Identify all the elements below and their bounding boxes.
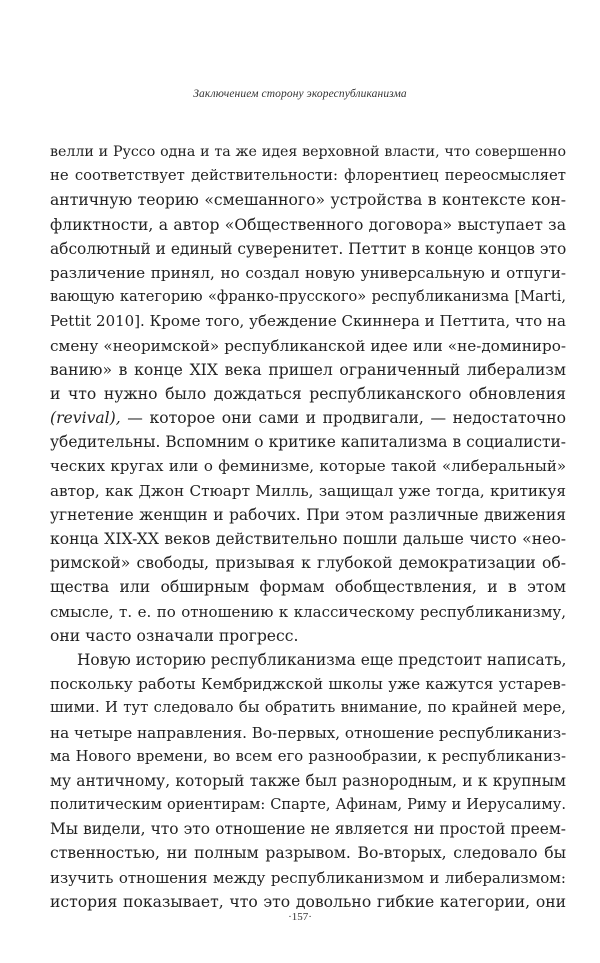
text-line: абсолютный и единый суверенитет. Петтит в конце концов это [50,239,567,258]
text-line: фликтности, а автор «Общественного договора» выступает за [50,215,566,234]
text-line: изучить отношения между республиканизмом и либерализмом: [50,868,566,887]
body-text [50,140,566,914]
text-line: история показывает, что это довольно гибкие категории, они [50,892,566,911]
italic-term: (revival), [50,409,121,428]
text-line: и что нужно было дождаться республиканского обновления [50,384,566,403]
text-line: на четыре направления. Во-первых, отношение республиканиз- [50,723,567,742]
text-line: смену «неоримской» республиканской идее или «не-доминиро- [50,336,566,355]
text-line: Мы видели, что это отношение не является ни простой преем- [50,820,566,839]
page-number: ·157· [288,911,312,923]
text-line: они часто означали прогресс. [50,626,299,645]
text-line: велли и Руссо одна и та же идея верховной власти, что совершенно [50,144,566,160]
text-line [50,406,566,430]
text-line: ванию» в конце XIX века пришел ограниченный либерализм [50,360,566,379]
text-line: угнетение женщин и рабочих. При этом различные движения [50,505,566,524]
text-line: щества или обширным формам обобществления, и в этом [50,578,566,597]
text-line: вающую категорию «франко-прусского» республиканизма [Marti, [50,288,566,306]
text-line: различение принял, но создал новую универсальную и отпуги- [50,263,566,282]
text-line: ственностью, ни полным разрывом. Во-вторых, следовало бы [50,844,566,863]
running-head: Заключением сторону экореспубликанизма [193,88,407,100]
text-line: Новую историю республиканизма еще предстоит написать, [77,650,567,669]
text-line: смысле, т. е. по отношению к классическому республиканизму, [50,602,566,621]
text-line: Pettit 2010]. Кроме того, убеждение Скиннера и Петтита, что на [50,312,566,331]
text-line: поскольку работы Кембриджской школы уже кажутся устарев- [50,675,566,694]
text-line: политическим ориентирам: Спарте, Афинам, Риму и Иерусалиму. [50,796,566,814]
text-line: му античному, который также был разнородным, и к крупным [50,771,566,790]
text-line: римской» свободы, призывая к глубокой демократизации об- [50,554,566,573]
text-line: античную теорию «смешанного» устройства в контексте кон- [50,191,566,210]
paragraph [50,140,566,648]
text-line-rest: — которое они сами и продвигали, — недостаточно [120,409,566,428]
text-line: не соответствует действительности: флорентиец переосмысляет [50,167,566,185]
text-line: конца XIX-XX веков действительно пошли дальше чисто «нео- [50,530,566,548]
text-line: ческих кругах или о феминизме, которые такой «либеральный» [50,457,566,476]
text-line: убедительны. Вспомним о критике капитализма в социалисти- [50,433,566,452]
text-line: автор, как Джон Стюарт Милль, защищал уже тогда, критикуя [50,481,566,500]
text-line: шими. И тут следовало бы обратить внимание, по крайней мере, [50,699,566,717]
paragraph [50,648,566,914]
text-line: ма Нового времени, во всем его разнообразии, к республиканиз- [50,747,566,765]
